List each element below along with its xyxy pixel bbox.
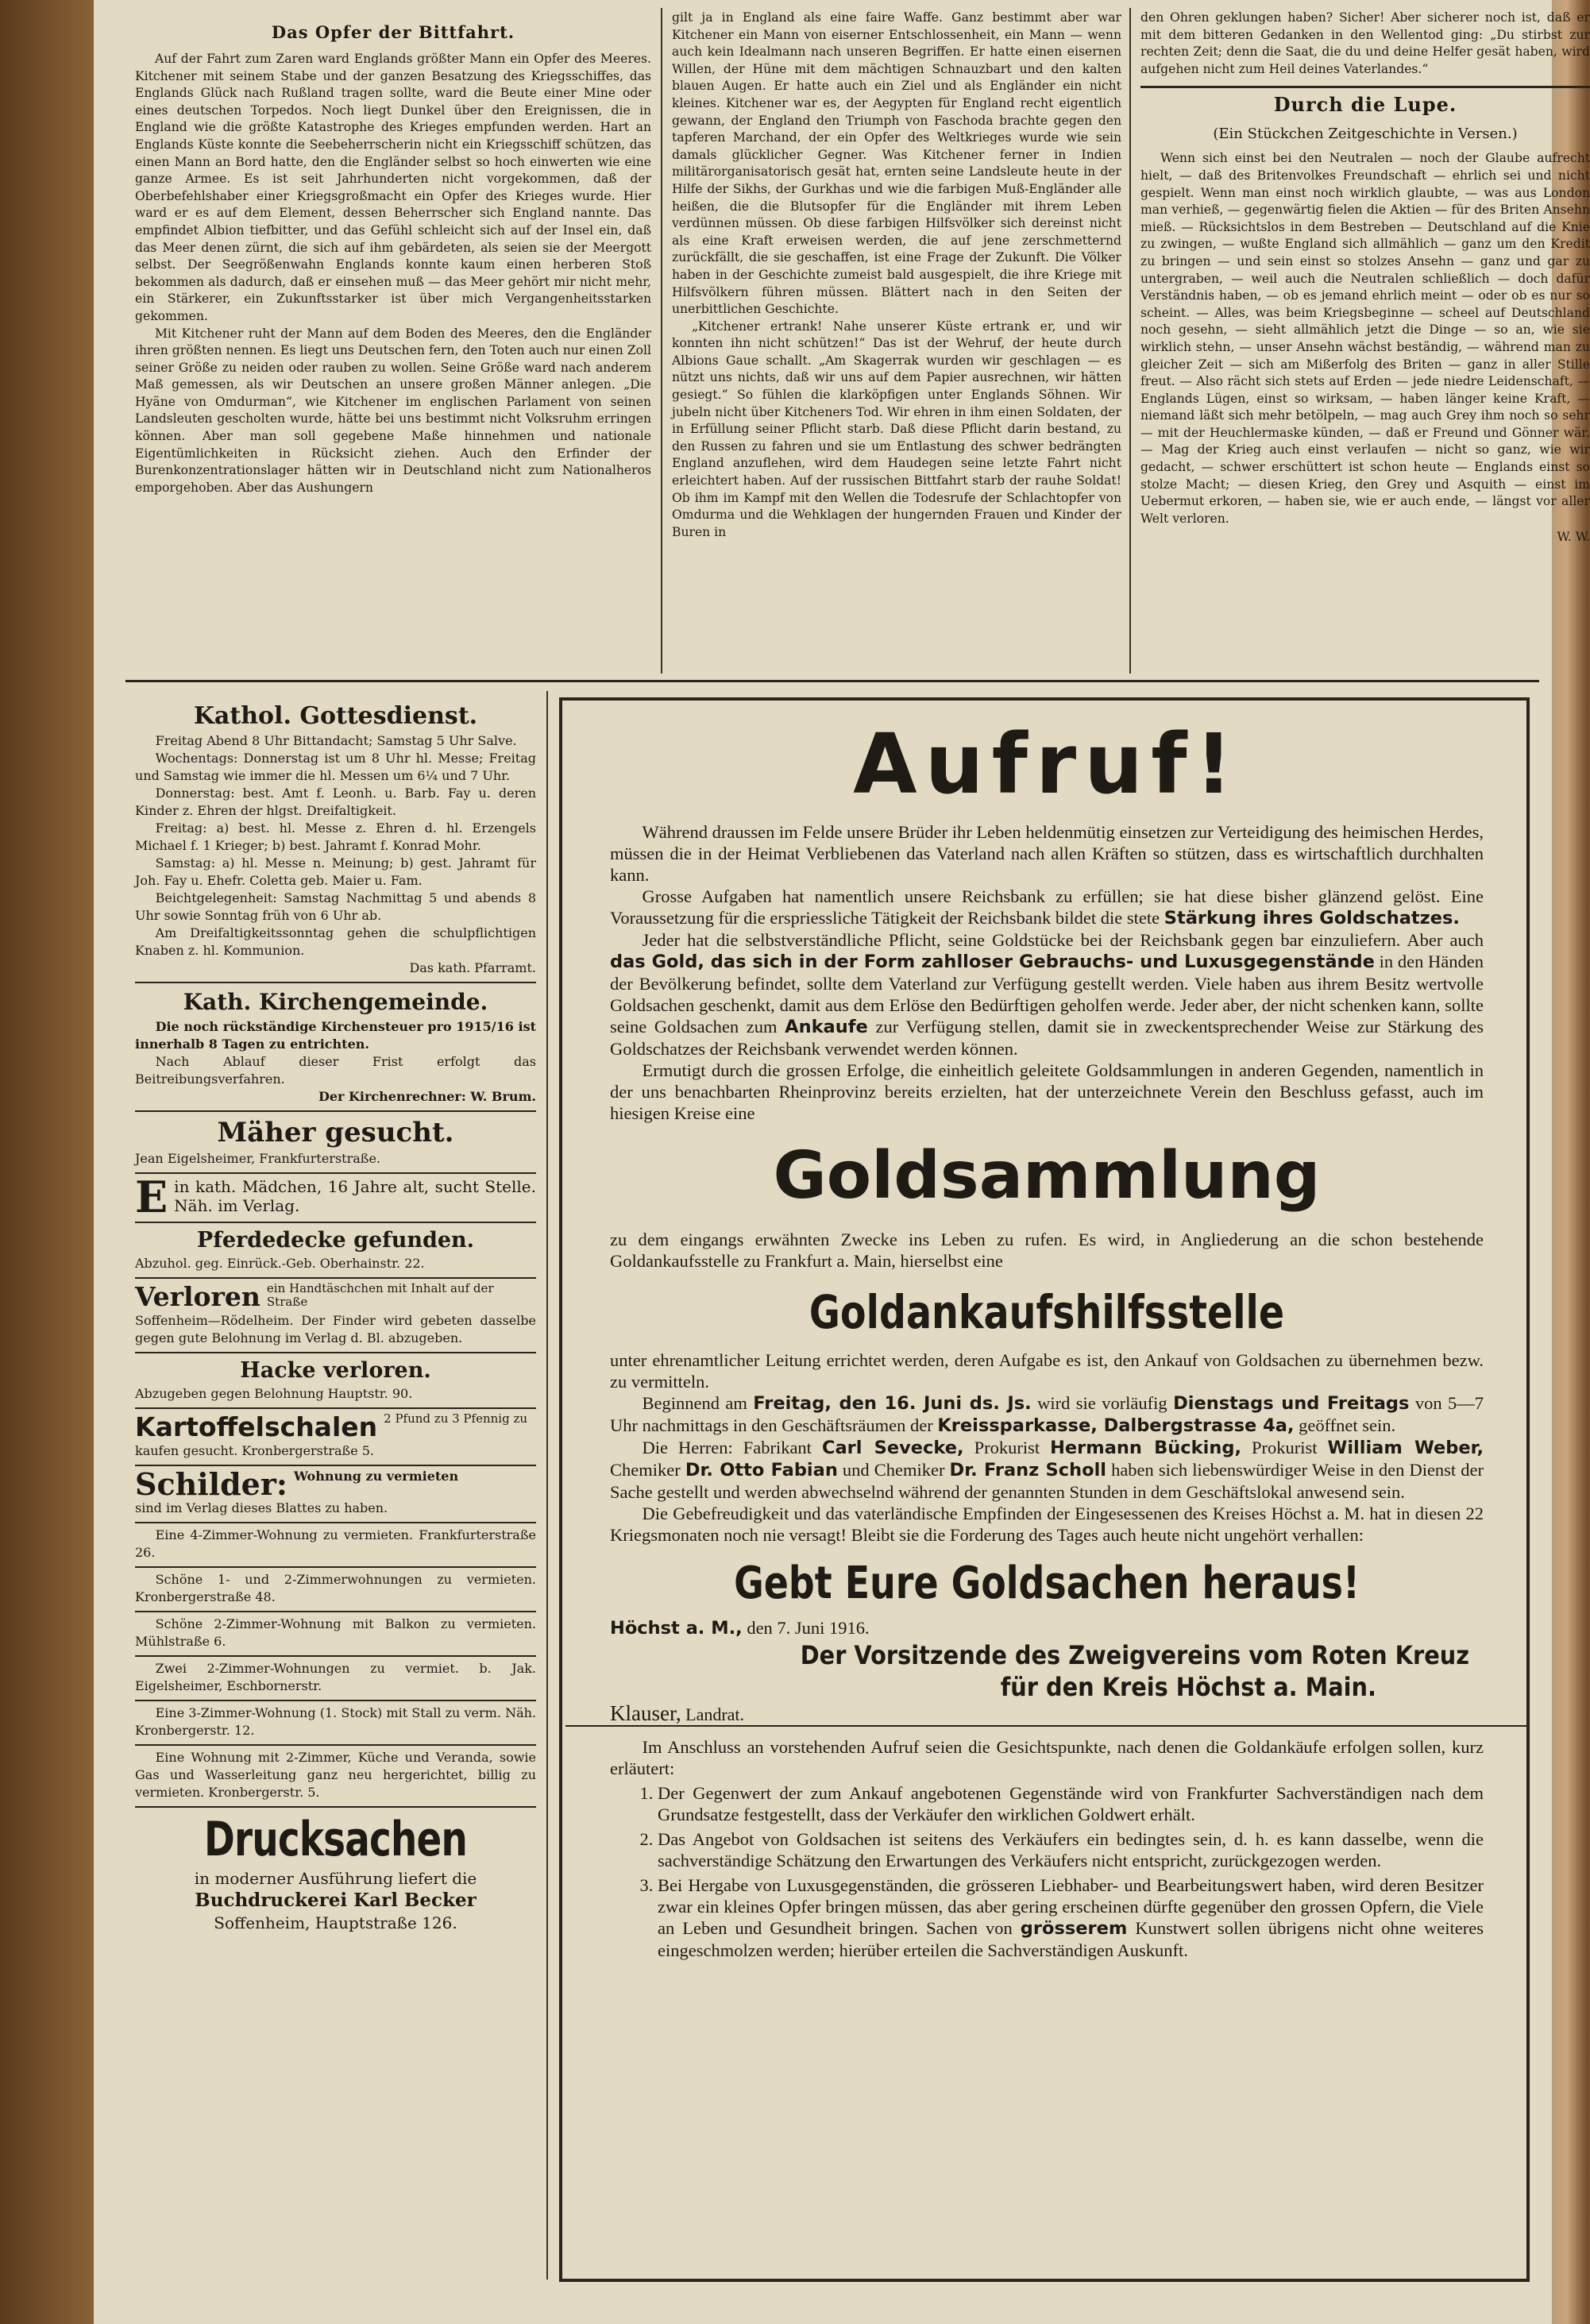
- ad-side-text: 2 Pfund zu 3 Pfennig zu: [384, 1411, 528, 1426]
- criteria-list: [610, 1782, 1484, 1961]
- ad-line: Abzuhol. geg. Einrück.-Geb. Oberhainstr. 22.: [135, 1256, 425, 1271]
- aufruf-paragraph: Beginnend am Freitag, den 16. Juni ds. Js. wird sie vorläufig Dienstags und Freitags von 5—7 Uhr nachmittags in den Geschäftsräumen der Kreissparkasse, Dalbergstrasse 4a, geöffnet sein.: [610, 1393, 1484, 1436]
- ad-firm: Buchdruckerei Karl Becker: [195, 1890, 477, 1911]
- ad-address: Soffenheim, Hauptstraße 126.: [214, 1913, 457, 1932]
- horizontal-rule: [125, 680, 1539, 682]
- ad-title: Kath. Kirchengemeinde.: [183, 989, 488, 1015]
- poem-title: Durch die Lupe.: [1273, 93, 1457, 117]
- ad-kirchengemeinde: [135, 983, 536, 1112]
- chairman-line: Der Vorsitzende des Zweigvereins vom Roten Kreuz: [800, 1640, 1469, 1670]
- article-paragraph: „Kitchener ertrank! Nahe unserer Küste ertrank er, und wir konnten ihn nicht schützen!“ Das ist der Wehruf, der heute durch Albions Gaue schallt. „Am Skagerrak wurden wir geschlagen — es nützt uns nichts, daß wir uns auf dem Papier ausrechnen, wir hätten gesiegt.“ So fühlen die klarköpfigen unter Englands Söhnen. Wir jubeln nicht über Kitcheners Tod. Wir ehren in ihm einen Soldaten, der in Erfüllung seiner Pflicht starb. Daß diese Pflicht darin bestand, zu den Russen zu fahren und sie um Entlastung des schwer bedrängten England anzuflehen, wird dem Haudegen seine letzte Fahrt nicht erleichtert haben. Auf der russischen Bittfahrt starb der rauhe Soldat! Ob ihm im Kampf mit den Wellen die Todesrufe der Schlachtopfer von Omdurma und die Wehklagen der hungernden Frauen und Kinder der Buren in: [672, 318, 1121, 539]
- ad-line: in moderner Ausführung liefert die: [194, 1869, 477, 1888]
- ad-line: Abzugeben gegen Belohnung Hauptstr. 90.: [135, 1386, 413, 1401]
- ad-line: Samstag: a) hl. Messe n. Meinung; b) gest. Jahramt für Joh. Fay u. Ehefr. Coletta geb. Maier u. Fam.: [135, 855, 536, 888]
- aufruf-paragraph: Ermutigt durch die grossen Erfolge, die einheitlich geleitete Goldsammlungen in anderen Gegenden, namentlich in der uns benachbarten Rheinprovinz bereits erzielten, hat der unterzeichnete Verein den Beschluss gefasst, auch im hiesigen Kreise eine: [610, 1060, 1484, 1123]
- poem-text: Wenn sich einst bei den Neutralen — noch der Glaube aufrecht hielt, — daß des Britenvolkes Freundschaft — ehrlich sei und nicht gespielt. Wenn man einst noch wirklich glaubte, — was aus London man verhieß, — gegenwärtig fielen die Aktien — für des Briten Ansehn mieß. — Rücksichtslos in dem Bestreben — Deutschland auf die Knie zu zwingen, — wußte England sich allmählich — ganz um den Kredit zu bringen — und sein einst so stolzes Ansehn — ganz und gar zu untergraben, — weil auch die Neutralen schließlich — doch dafür Verständnis haben, — ob es jemand ehrlich meint — oder ob es nur so scheint. — Alles, was beim Kriegsbeginne — scheel auf Deutschland noch gesehn, — sieht allmählich jetzt die Dinge — so an, wie sie wirklich stehn, — unser Ansehn wächst beständig, — während man zu gleicher Zeit — sich am Mißerfolg des Briten — ganz in aller Stille freut. — Also rächt sich stets auf Erden — jede niedre Leidenschaft, — Englands Lügen, einst so wirksam, — haben länger keine Kraft, — niemand läßt sich mehr betölpeln, — mag auch Grey ihm noch so sehr — mit der Heuchlermaske künden, — daß er Freund und Gönner wär. — Mag der Krieg auch einst verlaufen — nicht so ganz, wie wir gedacht, — schwer erschüttert ist schon heute — Englands einst so stolze Macht; — diesen Krieg, den Grey und Asquith — einst im Uebermut erkoren, — haben sie, wie er auch ende, — längst vor aller Welt verloren.: [1140, 151, 1590, 526]
- ad-line: Freitag Abend 8 Uhr Bittandacht; Samstag 5 Uhr Salve.: [155, 733, 517, 748]
- ad-pferdedecke: [135, 1223, 536, 1279]
- column-rule: [1129, 8, 1131, 674]
- section-rule: [565, 1725, 1528, 1727]
- aufruf-paragraph: zu dem eingangs erwähnten Zwecke ins Leben zu rufen. Es wird, in Angliederung an die schon bestehende Goldankaufsstelle zu Frankfurt a. Main, hierselbst eine: [610, 1230, 1484, 1271]
- aufruf-paragraph: Jeder hat die selbstverständliche Pflicht, seine Goldstücke bei der Reichsbank gegen bar einzuliefern. Aber auch das Gold, das sich in der Form zahlloser Gebrauchs- und Luxusgegenstände in den Händen der Bevölkerung befindet, sollte dem Vaterland zur Verfügung gestellt werden. Viele haben aus ihrem Besitz wertvolle Goldsachen geschenkt, damit aus dem Erlöse den Bedürftigen geholfen werde. Jeder aber, der nicht schenken kann, sollte seine Goldsachen zum Ankaufe zur Verfügung stellen, damit sie in zweckentsprechender Weise zur Stärkung des Goldschatzes der Reichsbank verwendet werden können.: [610, 930, 1484, 1059]
- ad-title: Verloren: [135, 1281, 260, 1312]
- ad-line: Donnerstag: best. Amt f. Leonh. u. Barb. Fay u. deren Kinder z. Ehren der hlgst. Dreifaltigkeit.: [135, 786, 536, 818]
- ad-title: Drucksachen: [203, 1812, 468, 1867]
- ad-line: Die noch rückständige Kirchensteuer pro 1915/16 ist innerhalb 8 Tagen zu entrichten.: [135, 1019, 536, 1052]
- ad-line: Soffenheim—Rödelheim. Der Finder wird gebeten dasselbe gegen gute Belohnung im Verlag d. Bl. abzugeben.: [135, 1313, 536, 1345]
- ad-wohnung: [135, 1746, 536, 1808]
- list-item: 2. Das Angebot von Goldsachen ist seitens des Verkäufers ein bedingtes sein, d. h. es kann dasselbe, wenn die sachverständige Schätzung den Erwartungen des Verkäufers nicht entspricht, zurückgezogen werden.: [658, 1828, 1484, 1871]
- ad-line: Schöne 1- und 2-Zimmerwohnungen zu vermieten. Kronbergerstraße 48.: [135, 1572, 536, 1604]
- newspaper-page: [94, 0, 1590, 2324]
- ad-title: Kathol. Gottesdienst.: [193, 702, 478, 730]
- ad-line: Eine Wohnung mit 2-Zimmer, Küche und Veranda, sowie Gas und Wasserleitung ganz neu hergerichtet, billig zu vermieten. Kronbergerstr. 5.: [135, 1750, 536, 1800]
- ad-line: in kath. Mädchen, 16 Jahre alt, sucht Stelle. Näh. im Verlag.: [174, 1177, 536, 1215]
- column-rule: [546, 691, 548, 2280]
- ad-signature: Das kath. Pfarramt.: [409, 960, 536, 975]
- binding-shadow: [0, 0, 94, 2324]
- ad-line: Jean Eigelsheimer, Frankfurterstraße.: [135, 1151, 381, 1166]
- list-item: 1. Der Gegenwert der zum Ankauf angebotenen Gegenstände wird von Frankfurter Sachverständigen nach dem Grundsatze festgestellt, dass der Verkäufer den wirklichen Goldwert erhält.: [658, 1782, 1484, 1825]
- article-title: Das Opfer der Bittfahrt.: [271, 22, 515, 42]
- place-date: Höchst a. M., den 7. Juni 1916.: [610, 1618, 870, 1639]
- ad-line: Am Dreifaltigkeitssonntag gehen die schulpflichtigen Knaben z. hl. Kommunion.: [135, 925, 536, 958]
- aufruf-title: Aufruf!: [853, 716, 1241, 813]
- article-column-2: [672, 10, 1121, 541]
- aufruf-paragraph: Im Anschluss an vorstehenden Aufruf seien die Gesichtspunkte, nach denen die Goldankäufe erfolgen sollen, kurz erläutert:: [610, 1737, 1484, 1778]
- ad-wohnung: [135, 1612, 536, 1657]
- ad-line: Eine 3-Zimmer-Wohnung (1. Stock) mit Stall zu verm. Näh. Kronbergerstr. 12.: [135, 1705, 536, 1738]
- ad-title: Pferdedecke gefunden.: [196, 1228, 475, 1253]
- article-column-1: [135, 17, 651, 496]
- ad-wohnung: [135, 1523, 536, 1568]
- ad-line: sind im Verlag dieses Blattes zu haben.: [135, 1500, 388, 1515]
- ad-title: Kartoffelschalen: [135, 1411, 378, 1442]
- article-paragraph: den Ohren geklungen haben? Sicher! Aber sicherer noch ist, daß er mit dem bitteren Gedanken in den Wellentod ging: „Du stirbst zur rechten Zeit; denn die Saat, die du und deine Helfer gesät haben, wird aufgehen nicht zum Heil deines Vaterlandes.“: [1140, 10, 1590, 76]
- ad-wohnung: [135, 1701, 536, 1746]
- aufruf-paragraph: Während draussen im Felde unsere Brüder ihr Leben heldenmütig einsetzen zur Verteidigung des heimischen Herdes, müssen die in der Heimat Verbliebenen das Vaterland nach allen Kräften so stützen, dass es wirtschaftlich durchhalten kann.: [610, 822, 1484, 885]
- article-paragraph: Auf der Fahrt zum Zaren ward Englands größter Mann ein Opfer des Meeres. Kitchener mit seinem Stabe und der ganzen Besatzung des Kriegsschiffes, das Englands Glück nach Rußland tragen sollte, ward die Beute einer Mine oder eines deutschen Torpedos. Noch liegt Dunkel über den Ereignissen, die in England wie die größte Katastrophe des Krieges empfunden werden. Hart an Englands Küste konnte die Seebeherrscherin nicht ein Kriegsschiff schützen, das einen Mann an Bord hatte, den die Engländer selbst so hoch einwerten wie eine ganze Armee. Es ist seit Jahrhunderten nicht vorgekommen, daß der Oberbefehlshaber einer Kriegsgroßmacht ein Opfer des Krieges wurde. Hier ward er es auf dem Element, dessen Beherrscher sich England nannte. Das empfindet Albion tiefbitter, und das Gefühl schleicht sich auf der Insel ein, daß das Meer denen zürnt, die sich auf ihm gebärdeten, als seien sie der Meergott selbst. Der Seegrößenwahn Englands konnte kaum einen herberen Stoß bekommen als dadurch, daß er einsehen muß — das Meer gehört mir nicht mehr, ein Stärkerer, ein Zukunftsstarker ist über mich Vergangenheitsstarken gekommen.: [135, 52, 651, 323]
- article-paragraph: Mit Kitchener ruht der Mann auf dem Boden des Meeres, den die Engländer ihren größten nennen. Es liegt uns Deutschen fern, den Toten auch nur einen Zoll seiner Größe zu neiden oder rauben zu wollen. Seine Größe ward nach anderem Maß gemessen, als wir Deutschen an unsere großen Männer anlegen. „Die Hyäne von Omdurman“, wie Kitchener im englischen Parlament von seinen Landsleuten gescholten wurde, hätte bei uns bestimmt nicht Volksruhm erringen können. Aber man soll gegebene Maße hinnehmen und nationale Eigentümlichkeiten in Rücksicht ziehen. Auch den Erfinder der Burenkonzentrationslager hätten wir in Deutschland nicht zum Nationalheros emporgehoben. Aber das Aushungern: [135, 326, 651, 495]
- chairman-line: für den Kreis Höchst a. Main.: [1000, 1672, 1376, 1702]
- article-column-3: [1140, 10, 1590, 546]
- ad-hacke: [135, 1353, 536, 1409]
- list-item: 3. Bei Hergabe von Luxusgegenständen, die grösseren Liebhaber- und Bearbeitungswert haben, wird deren Besitzer zwar ein kleines Opfer bringen müssen, das aber gering erscheinen dürfte gegenüber den grossen Opfern, die Viele an Leben und Gesundheit bringen. Sachen von grösserem Kunstwert sollen übrigens nicht ohne weiteres eingeschmolzen werden; hierüber erteilen die Sachverständigen Auskunft.: [658, 1874, 1484, 1961]
- ad-title: Schilder:: [135, 1466, 288, 1502]
- ad-maedchen: [135, 1174, 536, 1223]
- ad-side-text: ein Handtäschchen mit Inhalt auf der Straße: [266, 1281, 494, 1309]
- ad-line: Freitag: a) best. hl. Messe z. Ehren d. hl. Erzengels Michael f. 1 Krieger; b) best. Jahramt f. Konrad Mohr.: [135, 820, 536, 853]
- article-paragraph: gilt ja in England als eine faire Waffe. Ganz bestimmt aber war Kitchener ein Mann von eiserner Entschlossenheit, ein Mann — wenn auch kein Idealmann nach unseren Begriffen. Er hatte einen eisernen Willen, der Hüne mit dem mächtigen Schnauzbart und den kalten blauen Augen. Er hatte auch ein Ziel und als Engländer ein nicht kleines. Kitchener war es, der Aegypten für England recht eigentlich gewann, der England den Triumph von Faschoda brachte gegen den tapferen Marchand, der ein Opfer des Weltkrieges wurde wie sein damals glücklicher Gegner. Was Kitchener ferner in Indien militärorganisatorisch gesät hat, ernten seine Landsleute heute in der Hilfe der Sikhs, der Gurkhas und wie die farbigen Muß-Engländer alle heißen, die die Blutsopfer für die Engländer mit ihrem Leben verdünnen müssen. Ob diese farbigen Hilfsvölker sich dereinst nicht als eine Kraft erweisen werden, die auf jene zerschmetternd zurückfällt, die sie geschaffen, ist eine Frage der Zukunft. Die Völker haben in der Geschichte zumeist bald ausgespielt, die ihre Kriege mit Hilfsvölkern führen müssen. Blättert nach in den Seiten der unerbittlichen Geschichte.: [672, 10, 1121, 317]
- ad-line: Beichtgelegenheit: Samstag Nachmittag 5 und abends 8 Uhr sowie Sonntag früh von 6 Uhr ab.: [135, 890, 536, 923]
- ad-title: Hacke verloren.: [240, 1358, 431, 1383]
- goldsammlung-heading: Goldsammlung: [773, 1138, 1321, 1214]
- poem-subtitle: (Ein Stückchen Zeitgeschichte in Versen.): [1213, 125, 1518, 143]
- goldankaufshilfsstelle-heading: Goldankaufshilfsstelle: [809, 1285, 1285, 1339]
- ad-line: Eine 4-Zimmer-Wohnung zu vermieten. Frankfurterstraße 26.: [135, 1527, 536, 1560]
- signature: Klauser, Landrat.: [610, 1701, 745, 1725]
- aufruf-announcement: [559, 697, 1530, 2282]
- ad-line: Nach Ablauf dieser Frist erfolgt das Beitreibungsverfahren.: [135, 1054, 536, 1087]
- ad-initial: E: [135, 1172, 168, 1222]
- ad-line: Schöne 2-Zimmer-Wohnung mit Balkon zu vermieten. Mühlstraße 6.: [135, 1616, 536, 1649]
- ad-title: Mäher gesucht.: [217, 1117, 454, 1148]
- section-rule: [1140, 86, 1590, 88]
- classified-ads-column: [135, 697, 536, 1938]
- ad-line: Wochentags: Donnerstag ist um 8 Uhr hl. Messe; Freitag und Samstag wie immer die hl. Messen um 6¼ und 7 Uhr.: [135, 751, 536, 783]
- aufruf-paragraph: Die Herren: Fabrikant Carl Sevecke, Prokurist Hermann Bücking, Prokurist William Weber, Chemiker Dr. Otto Fabian und Chemiker Dr. Franz Scholl haben sich liebenswürdiger Weise in den Dienst der Sache gestellt und werden abwechselnd während der genannten Stunden in dem Geschäftslokal anwesend sein.: [610, 1438, 1484, 1502]
- ad-line: kaufen gesucht. Kronbergerstraße 5.: [135, 1443, 375, 1458]
- ad-schilder: [135, 1466, 536, 1523]
- aufruf-paragraph: Die Gebefreudigkeit und das vaterländische Empfinden der Eingesessenen des Kreises Höchst a. M. hat in diesen 22 Kriegsmonaten noch nie versagt! Bleibt sie die Forderung des Tages auch heute nicht ungehört verhallen:: [610, 1504, 1484, 1545]
- ad-drucksachen: [135, 1808, 536, 1938]
- ad-wohnung: [135, 1657, 536, 1701]
- ad-signature: Der Kirchenrechner: W. Brum.: [318, 1089, 536, 1104]
- ad-line: Zwei 2-Zimmer-Wohnungen zu vermiet. b. Jak. Eigelsheimer, Eschbornerstr.: [135, 1661, 536, 1693]
- gebt-heading: Gebt Eure Goldsachen heraus!: [734, 1558, 1360, 1609]
- ad-side-text: Wohnung zu vermieten: [293, 1469, 459, 1484]
- column-rule: [661, 8, 662, 674]
- ad-maeher: [135, 1112, 536, 1174]
- aufruf-paragraph: unter ehrenamtlicher Leitung errichtet werden, deren Aufgabe es ist, den Ankauf von Goldsachen zu übernehmen bezw. zu vermitteln.: [610, 1350, 1484, 1392]
- ad-verloren: [135, 1279, 536, 1353]
- ad-wohnung: [135, 1568, 536, 1612]
- poem-signature: W. W.: [1557, 530, 1590, 545]
- ad-kath-gottesdienst: [135, 697, 536, 983]
- ad-kartoffelschalen: [135, 1409, 536, 1466]
- aufruf-paragraph: Grosse Aufgaben hat namentlich unsere Reichsbank zu erfüllen; sie hat diese bisher glänzend gelöst. Eine Voraussetzung für die erspriessliche Tätigkeit der Reichsbank bildet die stete Stärkung ihres Goldschatzes.: [610, 886, 1484, 928]
